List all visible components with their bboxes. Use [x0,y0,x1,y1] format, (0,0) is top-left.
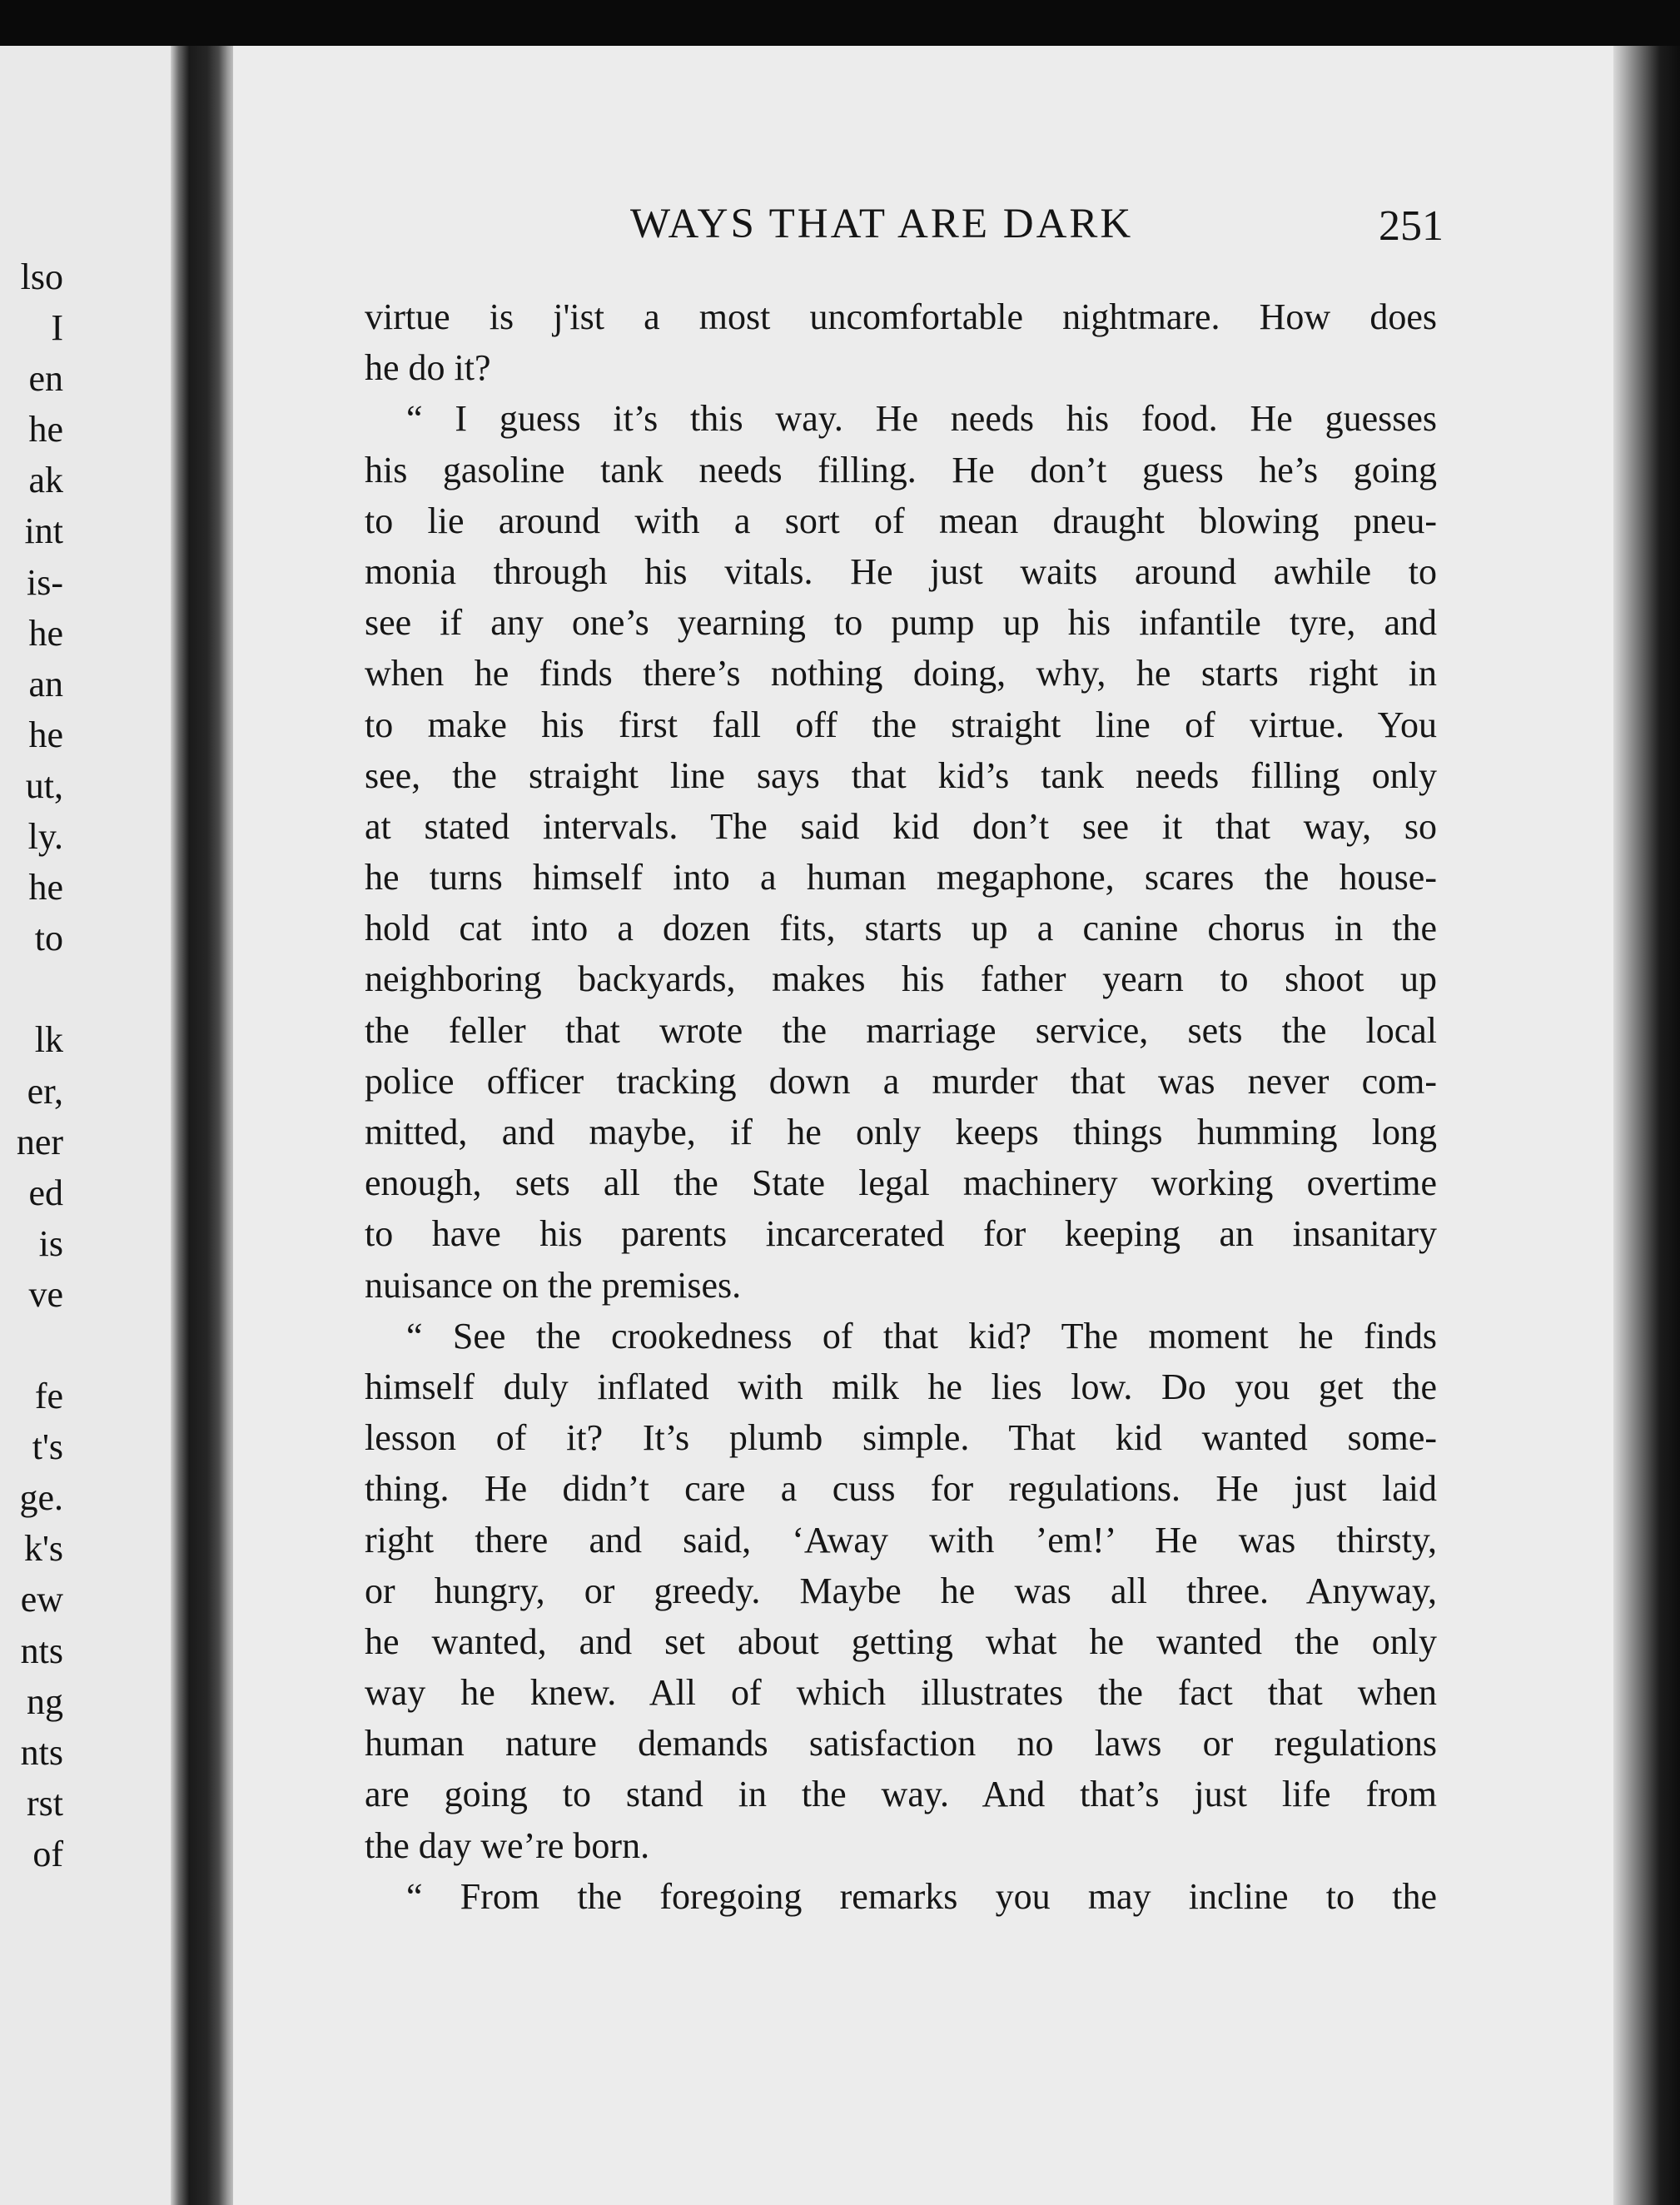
fragment-line: is- [27,561,63,603]
running-head: WAYS THAT ARE DARK [630,201,1134,247]
fragment-line [0,1320,63,1371]
text-line: thing. He didn’t care a cuss for regulations. He just laid [365,1468,1437,1510]
book-gutter-shadow [171,46,237,2205]
fragment-line: ak [28,460,63,501]
text-line: to have his parents incarcerated for keeping an insanitary [365,1213,1437,1255]
fragment-line: k's [23,1528,63,1570]
fragment-line: en [28,358,63,400]
text-line: virtue is j'ist a most uncomfortable nightmare. How does [365,296,1437,337]
fragment-line: ut, [25,764,63,806]
text-line: police officer tracking down a murder that was never com- [365,1060,1437,1102]
scan-border-top [0,0,1680,46]
text-line: enough, sets all the State legal machinery working overtime [365,1162,1437,1204]
text-line: are going to stand in the way. And that’s just life from [365,1774,1437,1815]
text-line: he do it? [365,347,491,389]
fragment-line: ed [28,1172,63,1213]
fragment-line: of [32,1833,63,1874]
text-line: see, the straight line says that kid’s tank needs filling only [365,754,1437,796]
fragment-line: lso [20,256,63,297]
facing-page-text-fragments [0,251,63,1879]
fragment-line: he [28,409,63,450]
page-edge-shadow [1613,46,1680,2205]
text-line: “ See the crookedness of that kid? The moment he finds [406,1315,1437,1356]
text-line: right there and said, ‘Away with ’em!’ He was thirsty, [365,1519,1437,1560]
fragment-line: nts [20,1630,63,1671]
text-line: or hungry, or greedy. Maybe he was all three. Anyway, [365,1570,1437,1611]
text-line: monia through his vitals. He just waits around awhile to [365,550,1437,592]
page-number: 251 [1379,202,1444,250]
fragment-line: an [28,663,63,704]
fragment-line: I [51,307,63,349]
text-line: the day we’re born. [365,1824,650,1866]
fragment-line: fe [34,1376,63,1417]
fragment-line: he [28,612,63,654]
text-line: human nature demands satisfaction no laws or regulations [365,1723,1437,1764]
text-line: to make his first fall off the straight line of virtue. You [365,704,1437,745]
text-line: he turns himself into a human megaphone, scares the house- [365,857,1437,898]
fragment-line: t's [32,1426,63,1468]
text-line: way he knew. All of which illustrates the fact that when [365,1672,1437,1714]
fragment-line: nts [20,1731,63,1773]
text-line: he wanted, and set about getting what he wanted the only [365,1620,1437,1662]
text-line: see if any one’s yearning to pump up his infantile tyre, and [365,602,1437,644]
body-text [365,291,1437,1922]
fragment-line: ge. [19,1477,63,1519]
fragment-line: er, [27,1070,63,1112]
fragment-line: he [28,867,63,908]
fragment-line: lk [34,1019,63,1061]
text-line: himself duly inflated with milk he lies low. Do you get the [365,1366,1437,1407]
fragment-line: he [28,714,63,755]
text-line: at stated intervals. The said kid don’t see it that way, so [365,805,1437,847]
fragment-line: int [24,510,63,552]
text-line: the feller that wrote the marriage service, sets the local [365,1009,1437,1051]
fragment-line: to [34,918,63,959]
text-line: neighboring backyards, makes his father yearn to shoot up [365,958,1437,1000]
text-line: “ From the foregoing remarks you may incline to the [406,1875,1437,1917]
fragment-line: rst [27,1782,63,1824]
fragment-line: ew [20,1579,63,1620]
fragment-line: ve [28,1273,63,1315]
fragment-line: ly. [27,816,63,858]
fragment-line: ner [16,1121,63,1162]
fragment-line: ng [27,1680,63,1722]
fragment-line: is [38,1222,63,1264]
text-line: when he finds there’s nothing doing, why, he starts right in [365,653,1437,694]
text-line: his gasoline tank needs filling. He don’t guess he’s going [365,449,1437,490]
text-line: to lie around with a sort of mean draught blowing pneu- [365,500,1437,541]
text-line: nuisance on the premises. [365,1264,742,1306]
text-line: “ I guess it’s this way. He needs his food. He guesses [406,398,1437,440]
text-line: lesson of it? It’s plumb simple. That kid wanted some- [365,1417,1437,1459]
fragment-line [0,963,63,1014]
text-line: hold cat into a dozen fits, starts up a canine chorus in the [365,908,1437,949]
text-line: mitted, and maybe, if he only keeps things humming long [365,1112,1437,1152]
